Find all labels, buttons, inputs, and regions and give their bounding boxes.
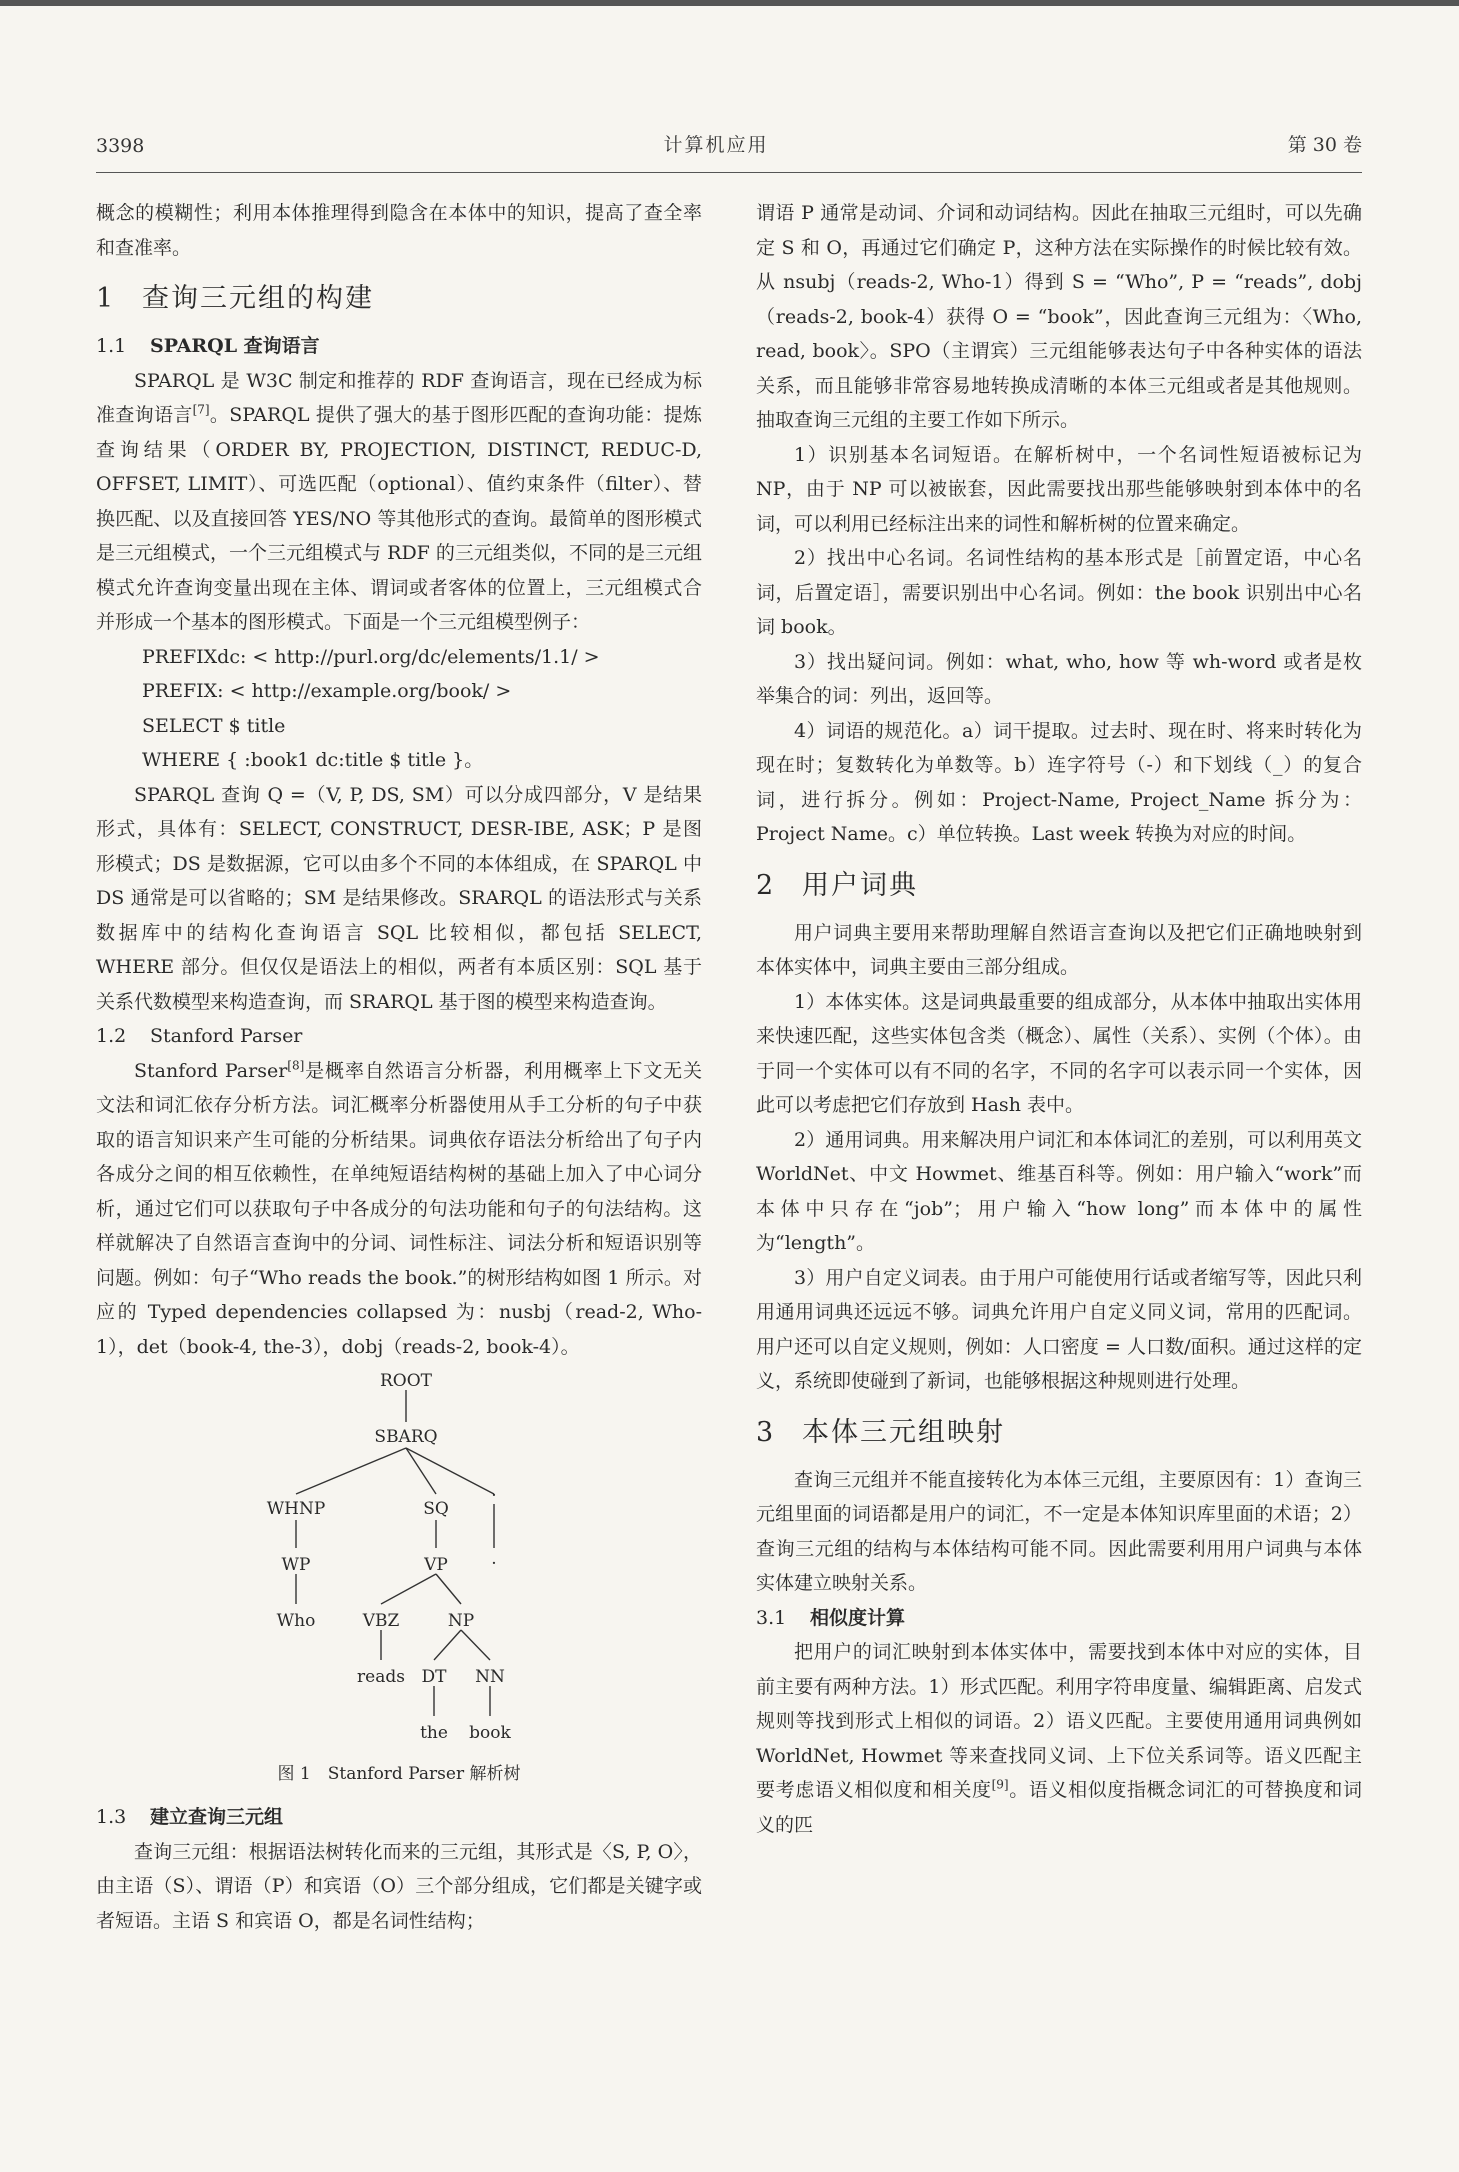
paragraph: 4）词语的规范化。a）词干提取。过去时、现在时、将来时转化为现在时；复数转化为单数等。b）连字符号（-）和下划线（_）的复合词，进行拆分。例如：Project-Name, Project_Name 拆分为：Project Name。c）单位转换。Last week 转换为对应的时间。 (756, 719, 1362, 845)
header-rule (96, 172, 1362, 173)
node-dt: DT (421, 1667, 447, 1687)
subsection-heading-3-1 (756, 1601, 1362, 1636)
text-run: 是概率自然语言分析器，利用概率上下文无关文法和词汇依存分析方法。词汇概率分析器使用从手工分析的句子中获取的语言知识来产生可能的分析结果。词典依存语法分析给出了句子内各成分之间的相互依赖性，在单纯短语结构树的基础上加入了中心词分析，通过它们可以获取句子中各成分的句法功能和句子的句法结构。这样就解决了自然语言查询中的分词、词性标注、词法分析和短语识别等问题。例如：句子“Who reads the book.”的树形结构如图 1 所示。对应的 Typed dependencies collapsed 为：nusbj（read-2, Who-1），det（book-4, the-3），dobj（reads-2, book-4）。 (96, 1059, 702, 1358)
section-title: 用户词典 (802, 869, 918, 901)
journal-name: 计算机应用 (663, 134, 769, 156)
figure-caption: 图 1 Stanford Parser 解析树 (277, 1764, 521, 1784)
node-vbz: VBZ (362, 1611, 400, 1631)
paragraph: 3）用户自定义词表。由于用户可能使用行话或者缩写等，因此只利用通用词典还远远不够。词典允许用户自定义同义词，常用的匹配词。用户还可以自定义规则，例如：人口密度 = 人口数/面积。通过这样的定义，系统即使碰到了新词，也能够根据这种规则进行处理。 (756, 1266, 1362, 1392)
figure-parse-tree (96, 1364, 702, 1844)
code-line: PREFIX: < http://example.org/book/ > (142, 680, 512, 702)
section-heading-3 (756, 1413, 1362, 1453)
paragraph: 2）找出中心名词。名词性结构的基本形式是［前置定语，中心名词，后置定语］，需要识别出中心名词。例如：the book 识别出中心名词 book。 (756, 547, 1362, 638)
top-border (0, 0, 1459, 6)
section-title: 本体三元组映射 (802, 1416, 1005, 1448)
subsection-heading-1-1 (96, 329, 702, 364)
node-reads: reads (357, 1667, 405, 1687)
subsection-number: 1.1 (96, 335, 127, 357)
section-number: 3 (756, 1416, 776, 1448)
code-line: WHERE { :book1 dc:title $ title }。 (142, 749, 484, 771)
paragraph: 谓语 P 通常是动词、介词和动词结构。因此在抽取三元组时，可以先确定 S 和 O，再通过它们确定 P，这种方法在实际操作的时候比较有效。从 nsubj（reads-2, Who-1）得到 S = “Who”, P = “reads”, dobj（reads-2, book-4）获得 O = “book”，因此查询三元组为：〈Who, read, book〉。SPO（主谓宾）三元组能够表达句子中各种实体的语法关系，而且能够非常容易地转换成清晰的本体三元组或者是其他规则。抽取查询三元组的主要工作如下所示。 (756, 202, 1362, 431)
paragraph: 2）通用词典。用来解决用户词汇和本体词汇的差别，可以利用英文 WorldNet、中文 Howmet、维基百科等。例如：用户输入“work”而本体中只存在“job”；用户输入“how long”而本体中的属性为“length”。 (756, 1128, 1362, 1254)
section-heading-2 (756, 866, 1362, 906)
node-book: book (469, 1723, 511, 1743)
node-root: ROOT (379, 1371, 433, 1391)
section-heading-1 (96, 279, 702, 319)
paragraph: SPARQL 查询 Q =（V, P, DS, SM）可以分成四部分，V 是结果形式，具体有：SELECT, CONSTRUCT, DESR-IBE, ASK；P 是图形模式；DS 是数据源，它可以由多个不同的本体组成，在 SPARQL 中 DS 通常是可以省略的；SM 是结果修改。SRARQL 的语法形式与关系数据库中的结构化查询语言 SQL 比较相似，都包括 SELECT, WHERE 部分。但仅仅是语法上的相似，两者有本质区别：SQL 基于关系代数模型来构造查询，而 SRARQL 基于图的模型来构造查询。 (96, 783, 702, 1013)
text-run: 。SPARQL 提供了强大的基于图形匹配的查询功能：提炼查询结果（ORDER BY, PROJECTION, DISTINCT, REDUC-D, OFFSET, LIMIT）、可选匹配（optional）、值约束条件（filter）、替换匹配、以及直接回答 YES/NO 等其他形式的查询。最简单的图形模式是三元组模式，一个三元组模式与 RDF 的三元组类似，不同的是三元组模式允许查询变量出现在主体、谓词或者客体的位置上，三元组模式合并形成一个基本的图形模式。下面是一个三元组模型例子： (96, 404, 702, 633)
node-who: Who (276, 1611, 316, 1631)
text-run: Stanford Parser (134, 1059, 288, 1082)
code-line: PREFIXdc: < http://purl.org/dc/elements/1.1/ > (142, 645, 600, 668)
paragraph: 3）找出疑问词。例如：what, who, how 等 wh-word 或者是枚举集合的词：列出，返回等。 (756, 650, 1362, 707)
paragraph: 1）本体实体。这是词典最重要的组成部分，从本体中抽取出实体用来快速匹配，这些实体包含类（概念）、属性（关系）、实例（个体）。由于同一个实体可以有不同的名字，不同的名字可以表示同一个实体，因此可以考虑把它们存放到 Hash 表中。 (756, 990, 1362, 1116)
page-number: 3398 (96, 135, 145, 157)
node-sbarq: SBARQ (374, 1427, 438, 1447)
paragraph (756, 1635, 1362, 1842)
text-run: 。语义相似度指概念词汇的可替换度和词义的匹 (756, 1779, 1362, 1836)
node-wp: WP (281, 1555, 311, 1575)
paragraph (96, 364, 702, 640)
parse-tree-diagram (96, 1364, 702, 1844)
paragraph: 查询三元组并不能直接转化为本体三元组，主要原因有：1）查询三元组里面的词语都是用户的词汇，不一定是本体知识库里面的术语；2）查询三元组的结构与本体结构可能不同。因此需要利用用户词典与本体实体建立映射关系。 (756, 1468, 1362, 1594)
section-title: 查询三元组的构建 (142, 283, 374, 314)
section-number: 1 (96, 283, 116, 314)
code-line: SELECT $ title (142, 714, 286, 737)
node-dot-2: . (491, 1549, 497, 1569)
node-the: the (420, 1723, 448, 1743)
right-column (756, 196, 1362, 1842)
left-column (96, 196, 702, 1938)
node-sq: SQ (423, 1499, 449, 1519)
node-dot-1: . (491, 1481, 497, 1501)
citation: [8] (287, 1058, 305, 1073)
volume-label: 第 30 卷 (1287, 134, 1362, 156)
paragraph: 概念的模糊性；利用本体推理得到隐含在本体中的知识，提高了查全率和查准率。 (96, 202, 702, 259)
subsection-title: SPARQL 查询语言 (150, 335, 320, 357)
node-whnp: WHNP (266, 1499, 326, 1519)
citation: [9] (991, 1777, 1009, 1792)
paragraph: 查询三元组：根据语法树转化而来的三元组，其形式是〈S, P, O〉，由主语（S）、谓语（P）和宾语（O）三个部分组成，它们都是关键字或者短语。主语 S 和宾语 O，都是名词性结构； (96, 1840, 702, 1932)
text-run: 把用户的词汇映射到本体实体中，需要找到本体中对应的实体，目前主要有两种方法。1）形式匹配。利用字符串度量、编辑距离、启发式规则等找到形式上相似的词语。2）语义匹配。主要使用通用词典例如 WorldNet, Howmet 等来查找同义词、上下位关系词等。语义匹配主要考虑语义相似度和相关度 (756, 1641, 1362, 1801)
paragraph (96, 1054, 702, 1365)
subsection-number: 1.2 (96, 1025, 127, 1047)
subsection-number: 1.3 (96, 1806, 127, 1828)
subsection-heading-1-2 (96, 1019, 702, 1054)
node-vp: VP (424, 1555, 448, 1575)
text-run: SPARQL 是 W3C 制定和推荐的 RDF 查询语言，现在已经成为标准查询语言 (96, 369, 702, 426)
section-number: 2 (756, 869, 776, 901)
running-header (96, 130, 1362, 157)
subsection-title: 相似度计算 (810, 1606, 906, 1629)
node-nn: NN (475, 1667, 505, 1687)
subsection-title: 建立查询三元组 (150, 1806, 284, 1828)
paragraph: 1）识别基本名词短语。在解析树中，一个名词性短语被标记为 NP，由于 NP 可以被嵌套，因此需要找出那些能够映射到本体中的名词，可以利用已经标注出来的词性和解析树的位置来确定。 (756, 443, 1362, 535)
subsection-number: 3.1 (756, 1606, 787, 1629)
node-np: NP (447, 1611, 475, 1631)
paragraph: 用户词典主要用来帮助理解自然语言查询以及把它们正确地映射到本体实体中，词典主要由三部分组成。 (756, 921, 1362, 978)
citation: [7] (192, 402, 210, 417)
subsection-title: Stanford Parser (150, 1025, 303, 1047)
